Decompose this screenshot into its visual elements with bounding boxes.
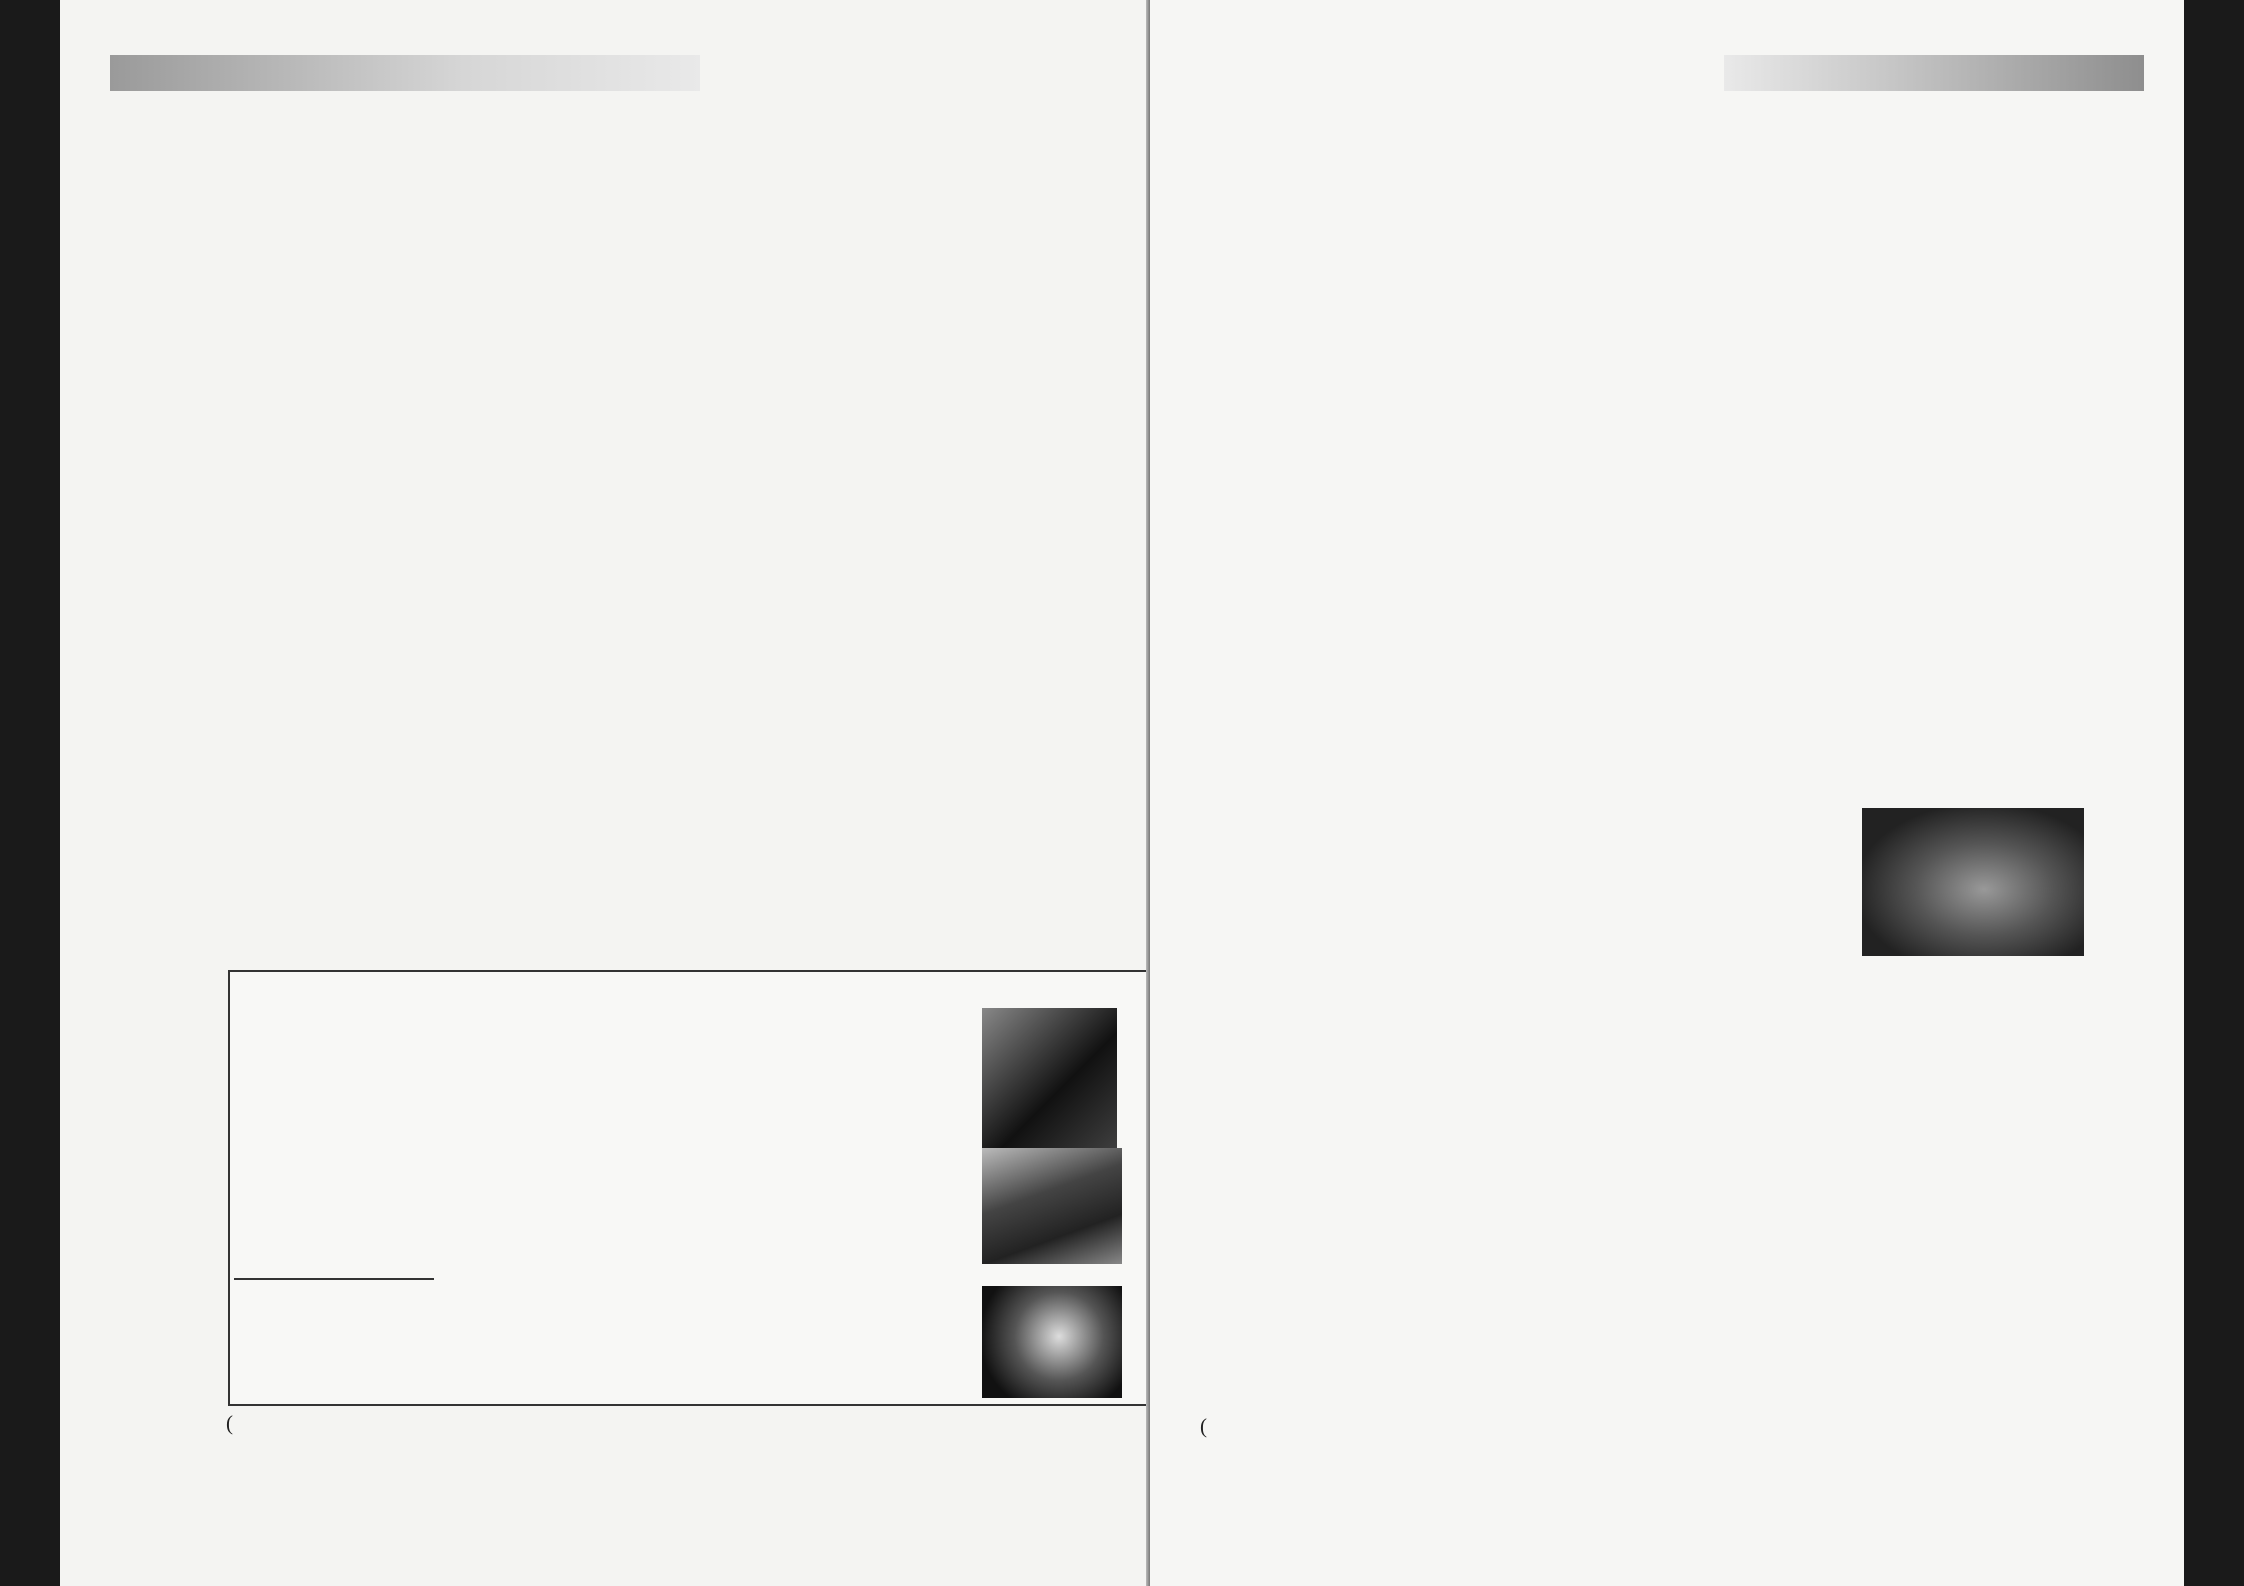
left-page <box>60 0 1150 1586</box>
question-57: ( <box>1200 1414 1207 1438</box>
flight-attendant-photo <box>982 1286 1122 1398</box>
question-51: ( <box>226 1411 233 1435</box>
left-header-bar <box>110 55 700 91</box>
right-page <box>1150 0 2184 1586</box>
hotel-photo <box>982 1148 1122 1264</box>
tortoise-photo <box>1862 808 2084 956</box>
news-box <box>228 970 1150 1406</box>
right-header-bar <box>1724 55 2144 91</box>
news-divider <box>234 1278 434 1280</box>
clothes-bag-photo <box>982 1008 1117 1163</box>
